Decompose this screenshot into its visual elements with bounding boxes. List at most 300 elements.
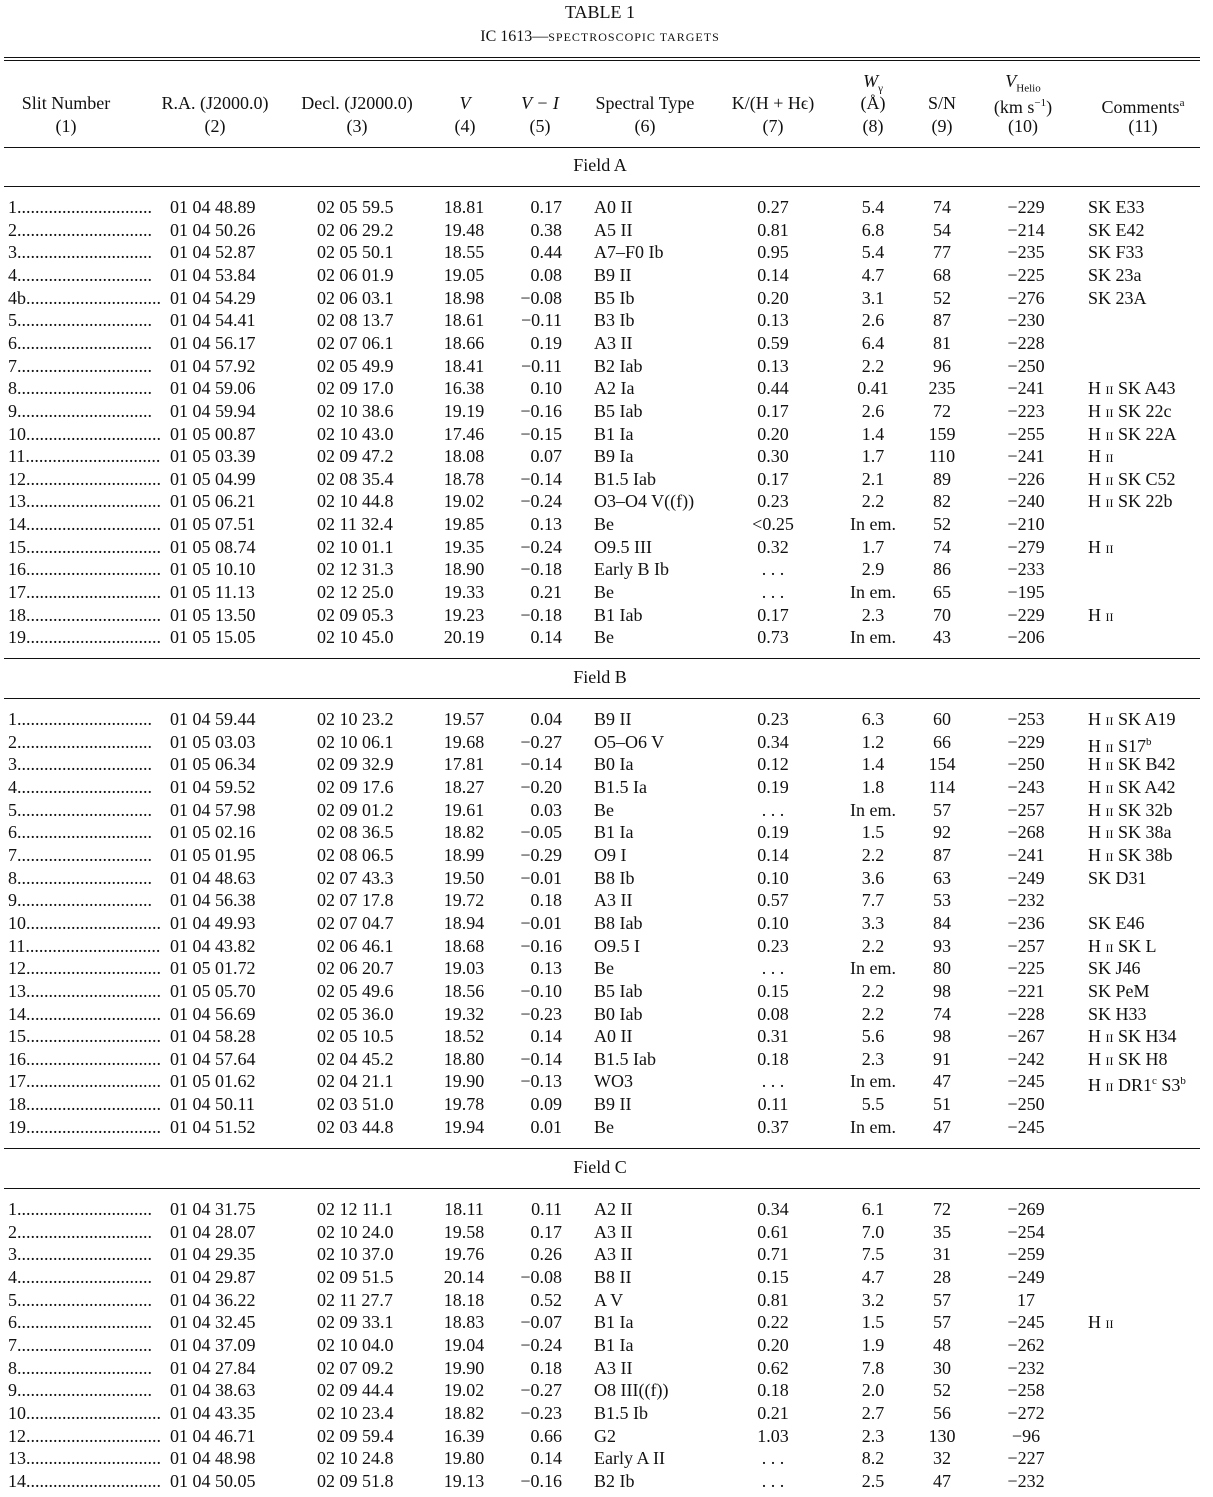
cell-sn: 43 [933,627,951,648]
cell-vi: −0.16 [520,1470,562,1491]
cell-vi: 0.10 [530,378,562,399]
cell-w: 2.9 [861,559,885,580]
cell-ra: 01 05 08.74 [170,536,256,557]
cell-slit: 6.............................. [8,822,152,843]
cell-dec: 02 06 46.1 [317,935,394,956]
cell-k: 0.31 [757,1026,789,1047]
cell-v: 19.78 [443,1094,485,1114]
cell-vi: 0.19 [530,332,562,353]
cell-vh: −228 [1007,332,1045,353]
cell-vi: 0.01 [530,1116,562,1137]
cell-sn: 72 [933,1199,951,1219]
cell-w: 3.6 [861,867,885,888]
cell-vh: −214 [1007,219,1045,240]
cell-sptype: A2 II [594,1199,633,1219]
cell-ra: 01 04 49.93 [170,912,256,933]
section-rule [4,1188,1200,1189]
cell-w: 5.4 [861,242,885,263]
cell-vh: −276 [1007,287,1045,308]
cell-w: 2.7 [861,1402,885,1423]
cell-dec: 02 03 51.0 [317,1094,394,1114]
cell-v: 16.38 [443,378,485,399]
cell-w: 8.2 [861,1448,885,1469]
cell-vi: 0.04 [530,709,562,729]
cell-dec: 02 10 24.0 [317,1221,394,1242]
cell-v: 18.56 [443,980,485,1001]
cell-k: . . . [761,799,785,820]
cell-vh: −229 [1007,731,1045,752]
cell-k: . . . [761,1448,785,1469]
cell-sn: 57 [933,799,951,820]
cell-dec: 02 03 44.8 [317,1116,394,1137]
cell-w: 5.6 [861,1026,885,1047]
cell-sptype: G2 [594,1425,616,1446]
cell-vh: −279 [1007,536,1045,557]
cell-w: 4.7 [861,1267,885,1287]
cell-vi: −0.01 [520,867,562,888]
cell-slit: 8.............................. [8,1357,152,1378]
cell-comments: H II SK 22c [1088,400,1172,421]
cell-w: 6.8 [861,219,885,240]
cell-w: 6.4 [861,332,885,353]
cell-k: 0.81 [757,219,789,240]
cell-slit: 16.............................. [8,1048,161,1069]
cell-vh: −255 [1007,423,1045,444]
cell-slit: 19.............................. [8,1116,161,1137]
cell-v: 18.83 [443,1312,485,1333]
cell-ra: 01 04 56.17 [170,332,256,353]
column-header-vh: $V_{Helio}$ [1005,71,1041,95]
cell-comments: SK E33 [1088,197,1145,217]
cell-v: 19.04 [443,1334,485,1355]
cell-k: 0.10 [757,867,789,888]
cell-slit: 11.............................. [8,935,161,956]
cell-vh: −258 [1007,1380,1045,1401]
section-title: Field A [573,155,627,175]
cell-vi: 0.21 [530,582,562,602]
cell-v: 18.61 [443,310,485,331]
cell-slit: 12.............................. [8,1425,161,1446]
cell-v: 18.55 [443,242,485,263]
cell-w: In em. [850,1116,896,1137]
cell-dec: 02 10 43.0 [317,423,394,444]
cell-sptype: B5 Iab [594,400,643,421]
cell-vh: −226 [1007,468,1045,489]
column-number-slit: (1) [55,116,77,136]
cell-k: 0.17 [757,468,789,489]
cell-sn: 28 [933,1267,951,1287]
cell-k: 0.23 [757,491,789,512]
cell-w: 1.8 [861,777,885,797]
cell-slit: 14.............................. [8,514,161,535]
section-rule [4,698,1200,699]
cell-ra: 01 05 06.34 [170,754,256,775]
cell-dec: 02 07 06.1 [317,332,394,353]
cell-k: 0.59 [757,332,789,353]
cell-vh: −210 [1007,514,1045,535]
cell-sn: 47 [933,1470,951,1491]
cell-v: 19.33 [443,582,485,602]
cell-k: 0.08 [757,1003,789,1024]
cell-vh: −96 [1011,1425,1041,1446]
cell-sptype: B1.5 Iab [594,1048,656,1069]
cell-vh: −241 [1007,446,1045,467]
cell-dec: 02 10 38.6 [317,400,394,421]
cell-slit: 2.............................. [8,1221,152,1242]
cell-ra: 01 04 54.29 [170,287,256,308]
cell-ra: 01 04 29.87 [170,1267,256,1287]
cell-sptype: B1 Ia [594,1334,634,1355]
cell-vi: −0.23 [520,1003,562,1024]
cell-ra: 01 04 54.41 [170,310,256,331]
cell-slit: 4b.............................. [8,287,161,308]
cell-comments: SK F33 [1088,242,1144,263]
cell-vi: −0.10 [520,980,562,1001]
cell-sn: 54 [933,219,951,240]
cell-v: 19.48 [443,219,485,240]
cell-vi: −0.16 [520,400,562,421]
cell-vh: −245 [1007,1116,1045,1137]
cell-dec: 02 12 31.3 [317,559,394,580]
cell-vi: 0.26 [530,1244,562,1265]
cell-sptype: Early A II [594,1448,665,1469]
cell-vh: −235 [1007,242,1045,263]
cell-dec: 02 04 21.1 [317,1071,394,1092]
cell-vi: 0.44 [530,242,562,263]
cell-w: 1.4 [861,754,885,775]
cell-v: 20.14 [443,1267,485,1287]
cell-dec: 02 06 29.2 [317,219,394,240]
cell-vh: −242 [1007,1048,1045,1069]
cell-k: 0.21 [757,1402,789,1423]
cell-w: 2.1 [861,468,885,489]
cell-slit: 13.............................. [8,980,161,1001]
cell-sptype: B1.5 Ia [594,777,647,797]
cell-k: 0.20 [757,1334,789,1355]
cell-vh: −228 [1007,1003,1045,1024]
cell-vi: 0.38 [530,219,562,240]
cell-k: 0.73 [757,627,789,648]
section-rule [4,186,1200,187]
cell-comments: SK E46 [1088,912,1145,933]
cell-sptype: B2 Ib [594,1470,635,1491]
cell-v: 18.68 [443,935,485,956]
cell-vi: 0.66 [530,1425,562,1446]
cell-vh: −241 [1007,378,1045,399]
cell-w: 2.6 [861,310,885,331]
cell-v: 18.41 [443,355,485,376]
cell-w: 7.7 [861,890,885,911]
cell-k: 0.44 [757,378,789,399]
cell-dec: 02 10 37.0 [317,1244,394,1265]
cell-sn: 80 [933,958,951,979]
cell-sn: 87 [933,844,951,865]
cell-k: <0.25 [752,514,794,535]
cell-comments: H II SK 38b [1088,844,1173,865]
cell-ra: 01 04 32.45 [170,1312,256,1333]
cell-sptype: B0 Ia [594,754,634,775]
cell-v: 19.72 [443,890,485,911]
cell-w: 1.9 [861,1334,885,1355]
cell-sn: 60 [933,709,951,729]
cell-vi: −0.29 [520,844,562,865]
column-number-vh: (10) [1008,116,1038,136]
cell-slit: 4.............................. [8,264,152,285]
cell-ra: 01 04 50.11 [170,1094,255,1114]
cell-sptype: A5 II [594,219,633,240]
cell-vi: −0.16 [520,935,562,956]
cell-comments: H II SK H34 [1088,1026,1177,1047]
cell-vi: −0.05 [520,822,562,843]
cell-dec: 02 08 36.5 [317,822,394,843]
cell-w: 2.3 [861,604,885,625]
cell-vh: −232 [1007,890,1045,911]
cell-dec: 02 10 01.1 [317,536,394,557]
cell-sn: 52 [933,514,951,535]
cell-vh: −257 [1007,799,1045,820]
cell-k: 0.20 [757,287,789,308]
cell-vi: −0.18 [520,604,562,625]
cell-v: 19.61 [443,799,485,820]
cell-dec: 02 07 17.8 [317,890,394,911]
cell-slit: 6.............................. [8,332,152,353]
cell-comments: H II SK C52 [1088,468,1176,489]
cell-slit: 18.............................. [8,604,161,625]
cell-slit: 19.............................. [8,627,161,648]
cell-sptype: B9 II [594,1094,632,1114]
cell-ra: 01 04 57.64 [170,1048,256,1069]
cell-sptype: O3–O4 V((f)) [594,491,695,512]
cell-slit: 18.............................. [8,1094,161,1114]
cell-vh: −250 [1007,1094,1045,1114]
cell-sn: 87 [933,310,951,331]
cell-dec: 02 09 51.5 [317,1267,394,1287]
cell-vh: −268 [1007,822,1045,843]
cell-v: 18.98 [443,287,485,308]
cell-comments: H II SK 38a [1088,822,1172,843]
cell-dec: 02 09 47.2 [317,446,394,467]
cell-dec: 02 05 10.5 [317,1026,394,1047]
cell-k: 0.57 [757,890,789,911]
cell-vh: −240 [1007,491,1045,512]
cell-ra: 01 04 48.89 [170,197,256,217]
cell-sn: 51 [933,1094,951,1114]
cell-ra: 01 05 15.05 [170,627,256,648]
cell-vi: −0.07 [520,1312,562,1333]
cell-dec: 02 05 49.9 [317,355,394,376]
cell-ra: 01 05 03.03 [170,731,256,752]
cell-vh: −249 [1007,867,1045,888]
cell-ra: 01 04 57.92 [170,355,256,376]
cell-w: 2.0 [861,1380,885,1401]
cell-ra: 01 05 00.87 [170,423,256,444]
cell-sptype: Be [594,799,614,820]
cell-comments: H II SK A43 [1088,378,1176,399]
cell-v: 19.23 [443,604,485,625]
cell-slit: 8.............................. [8,378,152,399]
cell-slit: 3.............................. [8,242,152,263]
cell-v: 19.13 [443,1470,485,1491]
cell-vh: −257 [1007,935,1045,956]
cell-dec: 02 11 27.7 [317,1289,393,1310]
cell-comments: H II SK A42 [1088,777,1176,797]
cell-sn: 130 [928,1425,956,1446]
cell-vh: −232 [1007,1470,1045,1491]
cell-vi: −0.24 [520,491,562,512]
cell-v: 19.02 [443,1380,485,1401]
cell-comments: H II SK L [1088,935,1157,956]
cell-v: 18.52 [443,1026,485,1047]
cell-comments: H II SK 22b [1088,491,1173,512]
cell-v: 19.35 [443,536,485,557]
cell-sptype: B5 Ib [594,287,635,308]
cell-k: 0.11 [757,1094,789,1114]
cell-slit: 5.............................. [8,799,152,820]
cell-k: 0.32 [757,536,789,557]
cell-sn: 96 [933,355,951,376]
cell-v: 18.90 [443,559,485,580]
cell-dec: 02 10 23.2 [317,709,394,729]
cell-vh: −259 [1007,1244,1045,1265]
cell-sptype: A0 II [594,197,633,217]
cell-sn: 47 [933,1071,951,1092]
cell-ra: 01 04 29.35 [170,1244,256,1265]
cell-slit: 9.............................. [8,890,152,911]
cell-w: 2.3 [861,1048,885,1069]
cell-dec: 02 09 17.0 [317,378,394,399]
cell-sptype: A0 II [594,1026,633,1047]
cell-vi: −0.20 [520,777,562,797]
cell-comments: H II SK B42 [1088,754,1176,775]
cell-k: 0.22 [757,1312,789,1333]
cell-vh: −206 [1007,627,1045,648]
cell-slit: 15.............................. [8,1026,161,1047]
cell-sptype: O8 III((f)) [594,1380,669,1401]
cell-w: 3.3 [861,912,885,933]
cell-dec: 02 09 01.2 [317,799,394,820]
cell-sptype: B0 Iab [594,1003,643,1024]
cell-dec: 02 10 23.4 [317,1402,394,1423]
cell-sptype: B9 Ia [594,446,634,467]
cell-vi: −0.14 [520,754,562,775]
cell-sn: 77 [933,242,951,263]
cell-dec: 02 12 11.1 [317,1199,393,1219]
cell-w: 3.2 [861,1289,885,1310]
cell-dec: 02 06 01.9 [317,264,394,285]
cell-slit: 15.............................. [8,536,161,557]
cell-v: 19.68 [443,731,485,752]
cell-dec: 02 04 45.2 [317,1048,394,1069]
cell-ra: 01 04 57.98 [170,799,256,820]
cell-w: 2.3 [861,1425,885,1446]
cell-vi: 0.11 [531,1199,562,1219]
cell-vh: −269 [1007,1199,1045,1219]
cell-vh: −250 [1007,355,1045,376]
cell-k: 0.30 [757,446,789,467]
cell-vi: −0.15 [520,423,562,444]
cell-vh: −233 [1007,559,1045,580]
cell-sptype: Be [594,627,614,648]
cell-dec: 02 09 44.4 [317,1380,394,1401]
cell-vh: −249 [1007,1267,1045,1287]
cell-vh: −225 [1007,264,1045,285]
cell-v: 19.58 [443,1221,485,1242]
cell-comments: SK J46 [1088,958,1141,979]
cell-ra: 01 05 01.72 [170,958,256,979]
cell-dec: 02 08 35.4 [317,468,394,489]
cell-vi: −0.24 [520,536,562,557]
cell-vi: −0.01 [520,912,562,933]
cell-comments: H II [1088,536,1114,557]
cell-dec: 02 09 17.6 [317,777,394,797]
cell-v: 18.18 [443,1289,485,1310]
cell-slit: 13.............................. [8,1448,161,1469]
cell-v: 19.57 [443,709,485,729]
cell-ra: 01 04 59.44 [170,709,256,729]
cell-vh: −230 [1007,310,1045,331]
cell-ra: 01 05 06.21 [170,491,256,512]
column-header-sptype: Spectral Type [595,93,695,113]
cell-v: 17.46 [443,423,485,444]
cell-k: 0.15 [757,1267,789,1287]
cell-dec: 02 09 51.8 [317,1470,394,1491]
cell-vh: −262 [1007,1334,1045,1355]
column-header-slit: Slit Number [21,93,111,113]
cell-comments: H II S17$^b$ [1088,735,1152,756]
cell-sn: 48 [933,1334,951,1355]
cell-w: 2.2 [861,355,885,376]
cell-vh: −272 [1007,1402,1045,1423]
cell-k: 0.37 [757,1116,789,1137]
column-number-dec: (3) [346,116,368,136]
cell-slit: 10.............................. [8,1402,161,1423]
cell-ra: 01 04 51.52 [170,1116,256,1137]
cell-v: 19.85 [443,514,485,535]
cell-vi: −0.08 [520,287,562,308]
column-number-sn: (9) [931,116,953,136]
cell-comments: SK D31 [1088,867,1147,888]
cell-k: . . . [761,559,785,580]
cell-comments: H II SK 32b [1088,799,1173,820]
column-number-v: (4) [454,116,476,136]
cell-sptype: B3 Ib [594,310,635,331]
cell-vh: 17 [1017,1289,1035,1310]
cell-dec: 02 06 20.7 [317,958,394,979]
cell-slit: 1.............................. [8,197,152,217]
cell-slit: 12.............................. [8,468,161,489]
cell-sn: 57 [933,1312,951,1333]
cell-slit: 7.............................. [8,844,152,865]
cell-sn: 56 [933,1402,951,1423]
column-header-comments: Comments$^a$ [1101,97,1185,117]
cell-vh: −250 [1007,754,1045,775]
cell-sptype: O9 I [594,844,627,865]
column-header-ra: R.A. (J2000.0) [161,93,269,113]
cell-dec: 02 06 03.1 [317,287,394,308]
cell-slit: 14.............................. [8,1470,161,1491]
cell-sptype: A3 II [594,1244,633,1265]
cell-v: 17.81 [443,754,485,775]
cell-sptype: B2 Iab [594,355,643,376]
cell-vi: −0.11 [521,310,562,331]
cell-vh: −221 [1007,980,1045,1001]
cell-v: 18.81 [443,197,485,217]
cell-sptype: Be [594,514,614,535]
cell-v: 19.76 [443,1244,485,1265]
cell-v: 18.94 [443,912,485,933]
column-header-vh-unit: (km $s^{-1}$) [993,97,1053,117]
cell-comments: H II SK H8 [1088,1048,1168,1069]
